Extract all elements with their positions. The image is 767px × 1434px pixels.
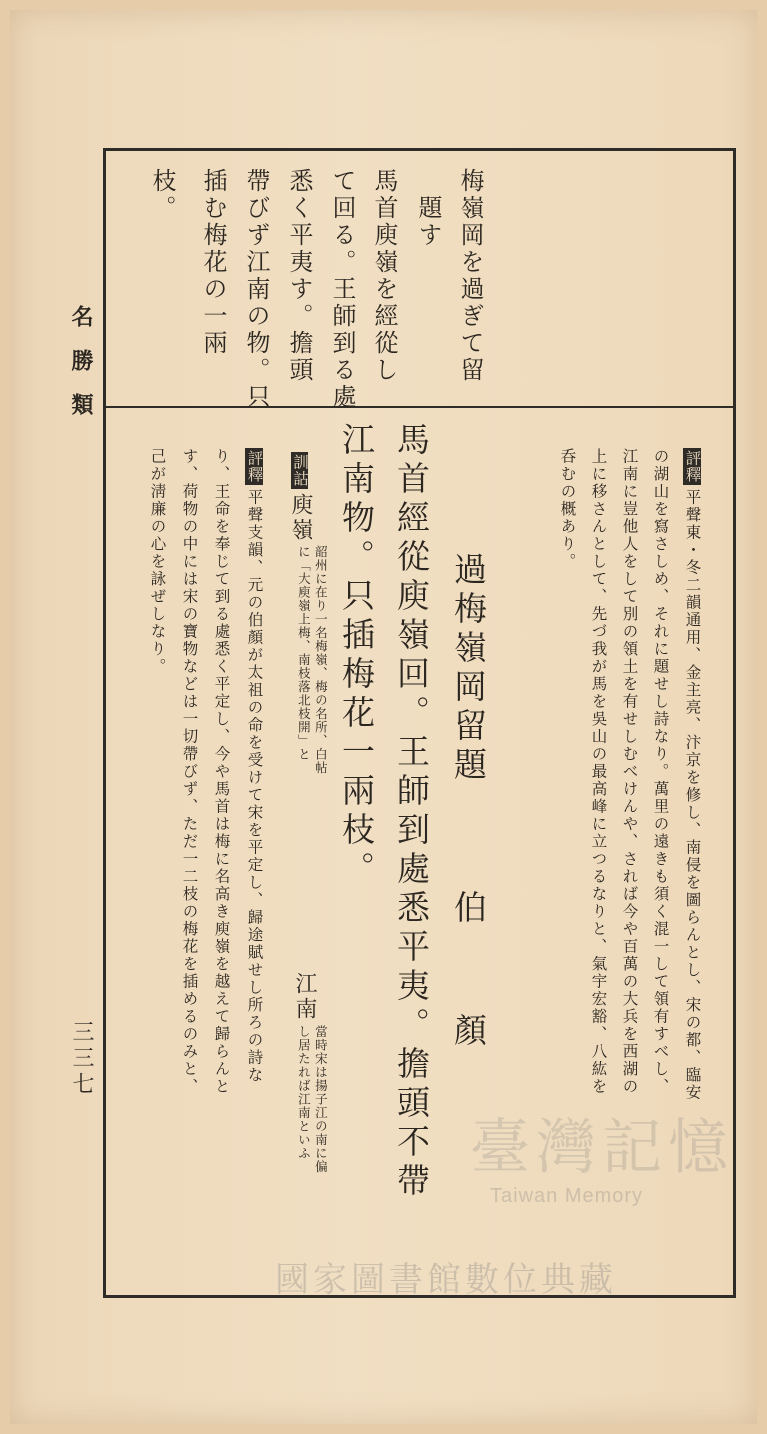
translation-line: 梅嶺岡を過ぎて留 (456, 168, 484, 384)
translation-line: 帶びず江南の物。只 (242, 168, 270, 411)
glossary-term: 庾嶺 (288, 493, 313, 543)
translation-line: 枝。 (148, 168, 176, 222)
translation-line: て回る。王師到る處 (328, 168, 356, 411)
glossary-term: 江南 (292, 972, 317, 1022)
page-number: 三三七 (69, 1020, 94, 1098)
glossary-note: し居たれば江南といふ (296, 1025, 312, 1160)
watermark-institution: 國家圖書館數位典藏 (275, 1260, 617, 1300)
poem-author: 伯 顏 (449, 890, 488, 1054)
translation-line: 悉く平夷す。擔頭 (285, 168, 313, 384)
watermark-brand: Taiwan Memory (490, 1185, 644, 1207)
commentary-line: 己が淸廉の心を詠ぜしなり。 (148, 448, 167, 676)
commentary-line: 平聲東・冬二韻通用、金主亮、汴京を修し、南侵を圖らんとし、宋の都、臨安 (683, 489, 702, 1102)
poem-line-1: 馬首經從庾嶺回。王師到處悉平夷。擔頭不帶 (392, 422, 431, 1202)
commentary-line: 平聲支韻、元の伯顏が太祖の命を受けて宋を平定し、歸途賦せし所ろの詩な (245, 489, 264, 1084)
prev-commentary-line: 呑むの概あり。 (558, 448, 577, 571)
frame-divider (104, 406, 736, 408)
glossary-note: 韶州に在り一名梅嶺、梅の名所、白帖 (313, 545, 329, 775)
glossary-tag: 訓詁 (291, 454, 309, 487)
commentary-tag: 評釋 (245, 450, 264, 483)
commentary-line: す、荷物の中には宋の寶物などは一切帶びず、ただ一二枝の梅花を插めるのみと、 (180, 448, 199, 1096)
watermark-logo-text: 臺灣記憶 (470, 1113, 734, 1183)
commentary-tag: 評釋 (683, 450, 702, 483)
glossary-block (289, 452, 311, 543)
glossary-note: 當時宋は揚子江の南に偏 (313, 1025, 329, 1174)
prev-commentary-line: の湖山を寫さしめ、それに題せし詩なり。萬里の遠きも須く混一して領有すべし、 (651, 448, 670, 1096)
commentary-col-1 (245, 448, 263, 1084)
glossary-note: に「大庾嶺上梅、南枝落北枝開」と (296, 545, 312, 761)
translation-line: 馬首庾嶺を經從し (370, 168, 398, 384)
translation-line: 題す (414, 195, 442, 249)
poem-line-2: 江南物。只插梅花一兩枝。 (337, 422, 376, 890)
poem-title: 過梅嶺岡留題 (449, 552, 488, 786)
prev-commentary-line: 上に移さんとして、先づ我が馬を吳山の最高峰に立つるなりと、氣宇宏豁、八紘を (589, 448, 608, 1096)
section-title: 名勝類 (68, 305, 94, 437)
translation-line: 插む梅花の一兩 (199, 168, 227, 357)
prev-commentary-line: 江南に豈他人をして別の領土を有せしむべけんや、されば今や百萬の大兵を西湖の (620, 448, 639, 1096)
prev-commentary-col-1 (683, 448, 701, 1102)
commentary-line: り、王命を奉じて到る處悉く平定し、今や馬首は梅に名高き庾嶺を越えて歸らんと (212, 448, 231, 1096)
